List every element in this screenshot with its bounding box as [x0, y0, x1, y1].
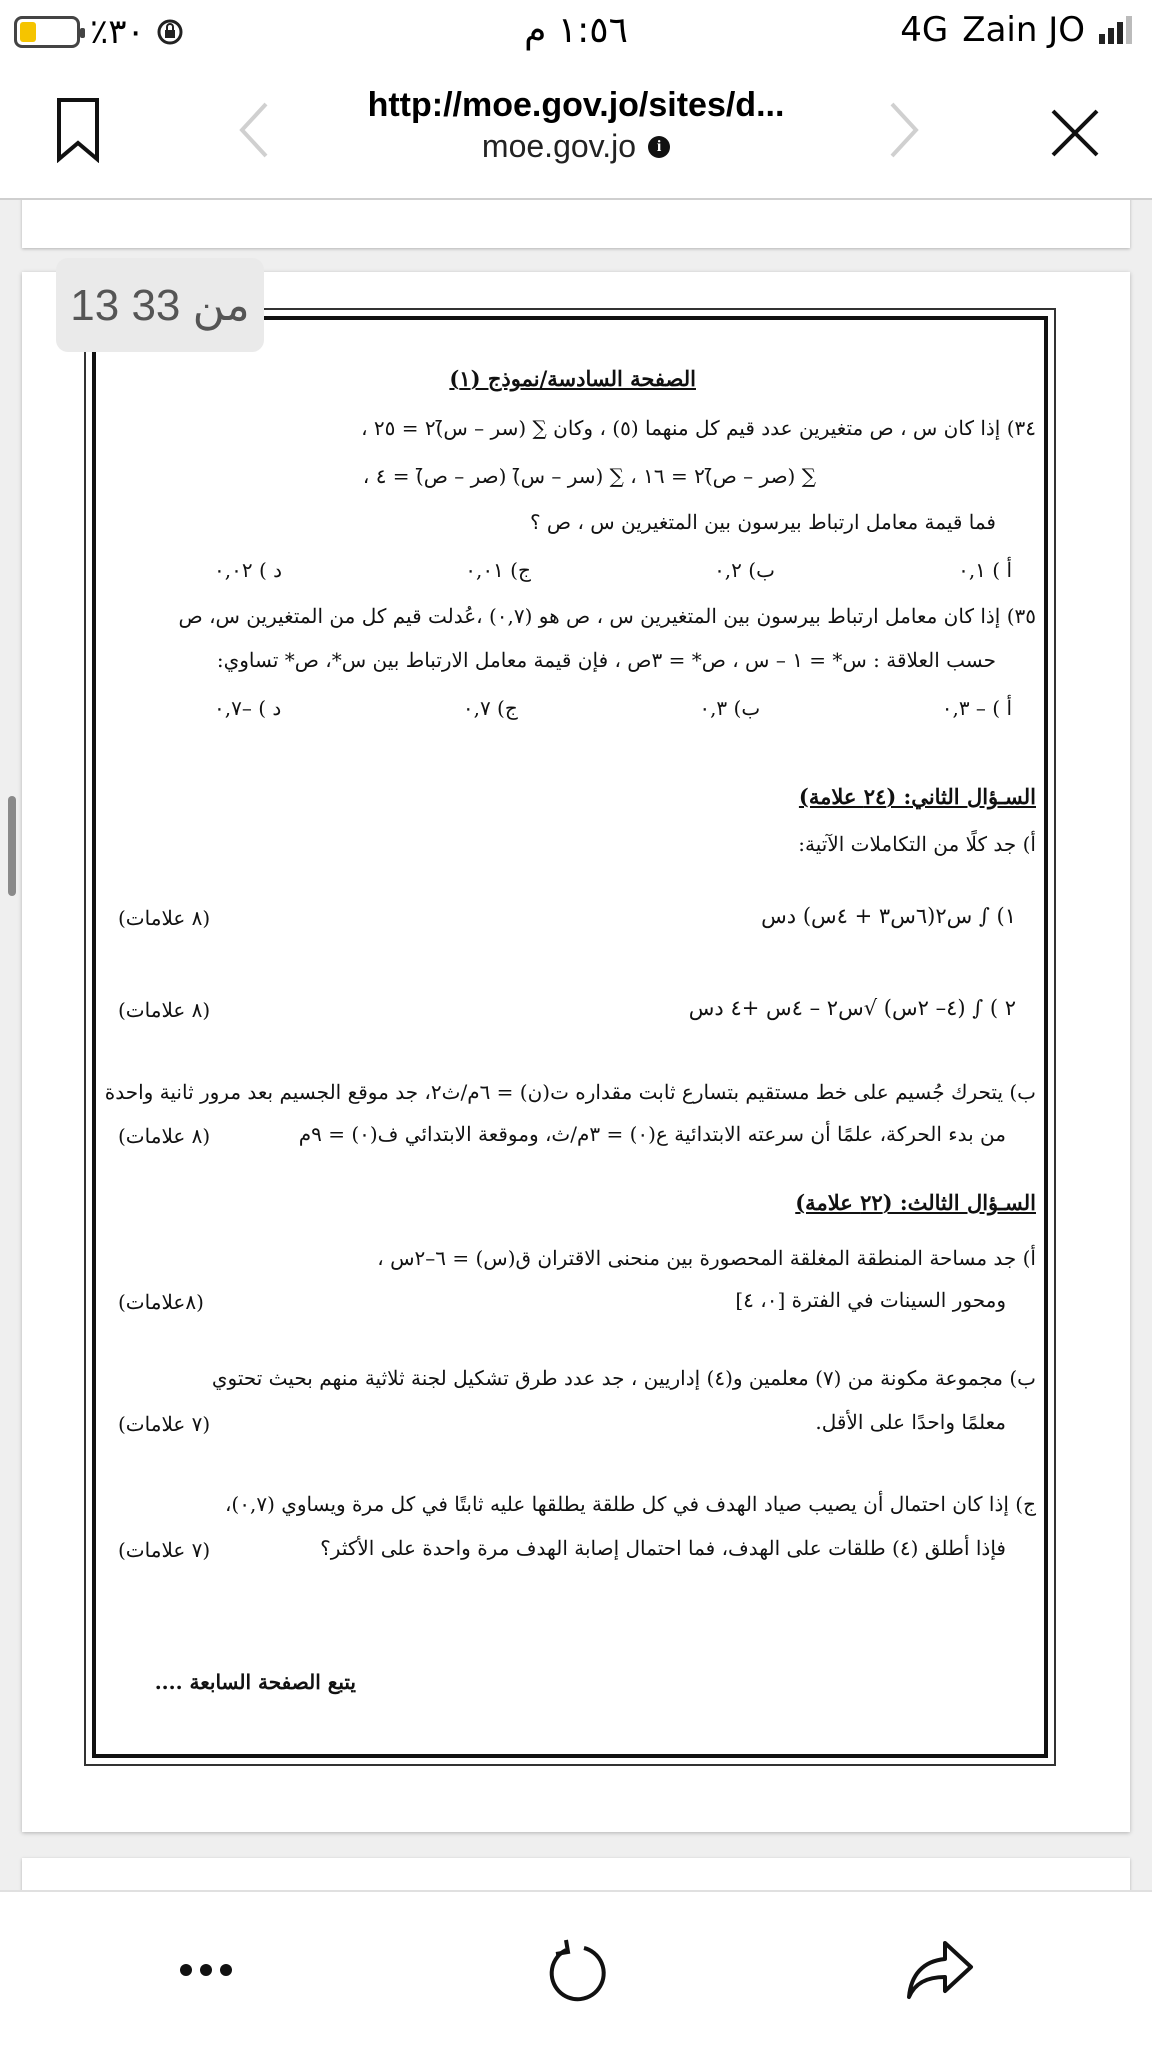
signal-icon [1099, 16, 1132, 44]
q2-a2-marks: (٨ علامات) [118, 998, 211, 1022]
q3-a-marks: (٨علامات) [118, 1290, 204, 1314]
q35-option-b: ب) ٠,٣ [699, 696, 761, 720]
q35-option-d: د ) –٠,٧ [214, 696, 282, 720]
q2-title: السـؤال الثاني: (٢٤ علامة) [798, 784, 1036, 809]
q3-title: السـؤال الثالث: (٢٢ علامة) [795, 1190, 1036, 1215]
exam-content [104, 332, 1036, 1752]
q35-option-c: ج) ٠,٧ [462, 696, 518, 720]
q34-option-c: ج) ٠,٠١ [465, 558, 531, 582]
share-button[interactable] [900, 1930, 980, 2010]
q2-a-intro: أ) جد كلًا من التكاملات الآتية: [798, 832, 1036, 856]
q3-c-line2: فإذا أطلق (٤) طلقات على الهدف، فما احتمال إصابة الهدف مرة واحدة على الأكثر؟ [320, 1536, 1006, 1560]
url-domain-row[interactable] [0, 128, 1152, 165]
q35-line2: حسب العلاقة : س* = ١ – س ، ص* = ٣ص ، فإن قيمة معامل الارتباط بين س*، ص* تساوي: [216, 648, 996, 672]
carrier-name: Zain JO [962, 10, 1085, 50]
q35-line1: ٣٥) إذا كان معامل ارتباط بيرسون بين المتغيرين س ، ص هو (٠,٧) ،عُدلت قيم كل من المتغيرين س، ص [178, 604, 1036, 628]
browser-header [0, 62, 1152, 200]
q2-b-marks: (٨ علامات) [118, 1124, 211, 1148]
q35-options [104, 696, 1036, 720]
q35-option-a: أ ) – ٠,٣ [941, 696, 1012, 720]
q3-b-line2: معلمًا واحدًا على الأقل. [815, 1410, 1006, 1434]
q34-option-a: أ ) ٠,١ [958, 558, 1012, 582]
q3-b-marks: (٧ علامات) [118, 1412, 211, 1436]
q2-a1: ١) ∫ س٢(٦س٣ + ٤س) دس [761, 904, 1016, 928]
close-icon [1049, 107, 1101, 159]
q2-b-line2: من بدء الحركة، علمًا أن سرعته الابتدائية ع(٠) = ٣م/ث، وموقعة الابتدائي ف(٠) = ٩م [298, 1122, 1006, 1146]
next-page [22, 1858, 1130, 1890]
q34-options [104, 558, 1036, 582]
refresh-button[interactable] [536, 1930, 616, 2010]
continue-note: يتبع الصفحة السابعة .... [154, 1670, 356, 1694]
bottom-toolbar [0, 1890, 1152, 2048]
url-domain: moe.gov.jo [481, 128, 637, 164]
q2-a2: ٢ ) ∫ (٤– ٢س) √س٢ – ٤س +٤ دس [688, 996, 1016, 1020]
status-time: ١:٥٦ م [524, 10, 628, 51]
q34-line3: فما قيمة معامل ارتباط بيرسون بين المتغيرين س ، ص ؟ [529, 510, 996, 534]
q3-c-line1: ج) إذا كان احتمال أن يصيب صياد الهدف في كل طلقة يطلقها عليه ثابتًا في كل مرة ويساوي (٠,٧)، [224, 1492, 1036, 1516]
q2-a1-marks: (٨ علامات) [118, 906, 211, 930]
page-heading: الصفحة السادسة/نموذج (١) [449, 366, 696, 391]
q3-a-line2: ومحور السينات في الفترة [٠، ٤] [735, 1288, 1006, 1312]
close-button[interactable] [1040, 98, 1110, 168]
scroll-indicator[interactable] [8, 796, 16, 896]
share-icon [905, 1939, 975, 2001]
pdf-page [22, 272, 1130, 1832]
q3-a-line1: أ) جد مساحة المنطقة المغلقة المحصورة بين منحنى الاقتران ق(س) = ٦–٢س ، [377, 1246, 1036, 1270]
more-button[interactable] [166, 1930, 246, 2010]
refresh-icon [544, 1938, 608, 2002]
previous-page [22, 200, 1130, 248]
q34-option-b: ب) ٠,٢ [714, 558, 775, 582]
q3-c-marks: (٧ علامات) [118, 1538, 211, 1562]
pdf-viewer[interactable] [0, 200, 1152, 1890]
q34-option-d: د ) ٠,٠٢ [214, 558, 283, 582]
status-right [900, 10, 1132, 50]
battery-percent: ٪٣٠ [90, 12, 145, 52]
q2-b-line1: ب) يتحرك جُسيم على خط مستقيم بتسارع ثابت مقداره ت(ن) = ٦م/ث٢، جد موقع الجسيم بعد مرور ثانية واحدة [104, 1080, 1036, 1104]
q34-line2: ∑ (صر – ص̄)٢ = ١٦ ، ∑ (سر – س̄) (صر – ص̄) = ٤ ، [362, 464, 816, 488]
q34-line1: ٣٤) إذا كان س ، ص متغيرين عدد قيم كل منهما (٥) ، وكان ∑ (سر – س̄)٢ = ٢٥ ، [361, 416, 1036, 440]
url-title[interactable]: http://moe.gov.jo/sites/d... [367, 86, 785, 124]
more-icon [178, 1962, 234, 1978]
network-type: 4G [900, 10, 949, 50]
page-counter: 13 من 33 [56, 258, 264, 352]
status-bar [0, 0, 1152, 62]
forward-button[interactable] [880, 92, 930, 168]
q3-b-line1: ب) مجموعة مكونة من (٧) معلمين و(٤) إداريين ، جد عدد طرق تشكيل لجنة ثلاثية منهم بحيث تحتوي [211, 1366, 1036, 1390]
forward-icon [888, 100, 922, 160]
info-icon: i [648, 136, 670, 158]
